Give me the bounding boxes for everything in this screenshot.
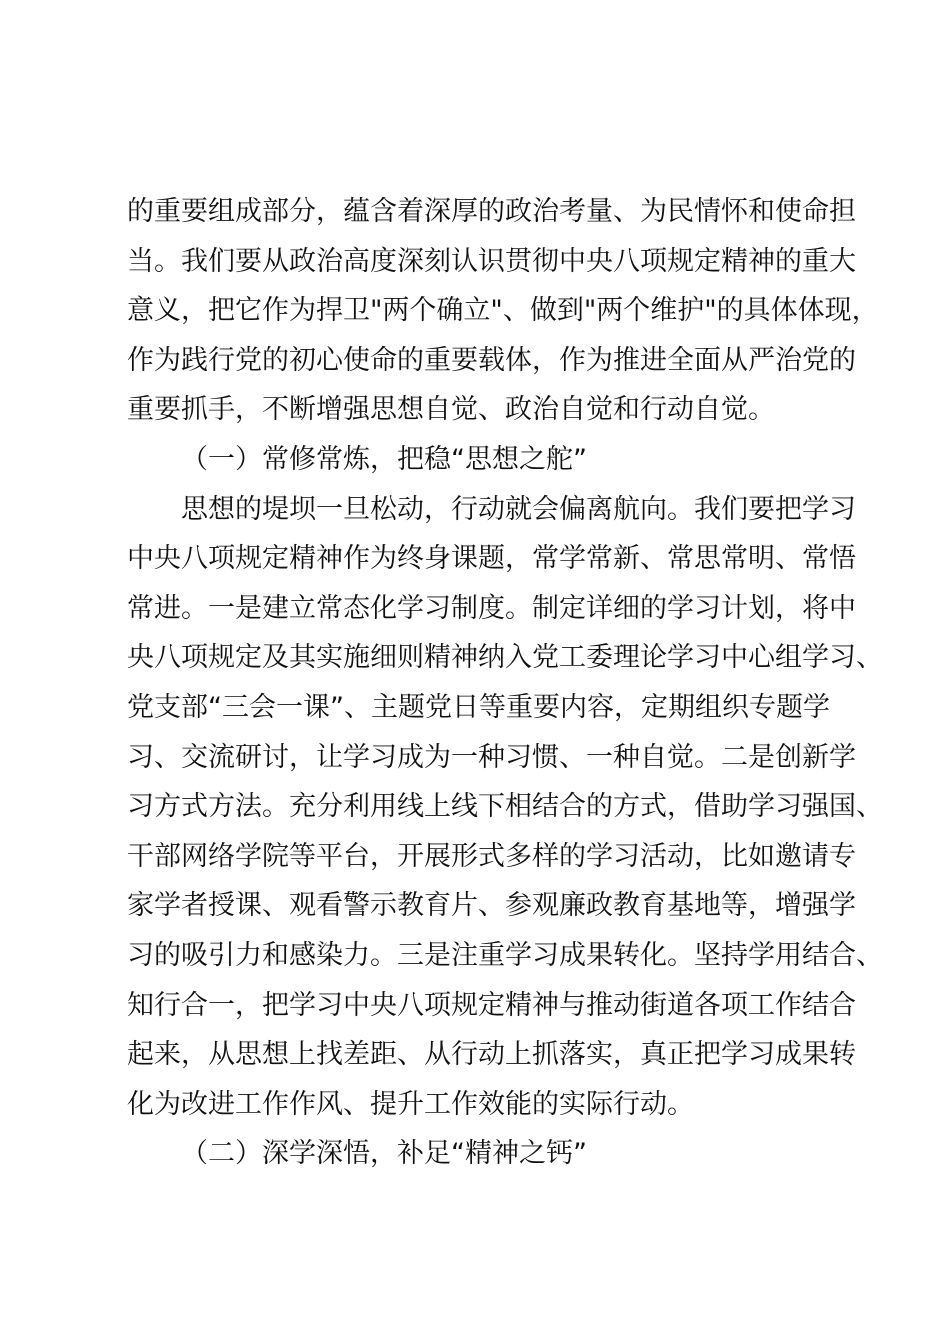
paragraph-line: 的重要组成部分，蕴含着深厚的政治考量、为民情怀和使命担	[127, 196, 856, 227]
paragraph-line: 重要抓手，不断增强思想自觉、政治自觉和行动自觉。	[127, 394, 775, 426]
paragraph-line: 习方式方法。充分利用线上线下相结合的方式，借助学习强国、	[127, 791, 883, 823]
paragraph-line: 党支部“三会一课”、主题党日等重要内容，定期组织专题学	[127, 691, 830, 723]
paragraph-line: 化为改进工作作风、提升工作效能的实际行动。	[127, 1088, 694, 1120]
paragraph-line: 当。我们要从政治高度深刻认识贯彻中央八项规定精神的重大	[127, 245, 856, 277]
paragraph-line: 习的吸引力和感染力。三是注重学习成果转化。坚持学用结合、	[127, 939, 883, 971]
section-heading-2: （二）深学深悟，补足“精神之钙”	[181, 1138, 587, 1170]
paragraph-line: 意义，把它作为捍卫"两个确立"、做到"两个维护"的具体体现，	[127, 295, 879, 327]
paragraph-line: 习、交流研讨，让学习成为一种习惯、一种自觉。二是创新学	[127, 741, 856, 773]
document-body	[127, 187, 883, 1179]
paragraph-line: 干部网络学院等平台，开展形式多样的学习活动，比如邀请专	[127, 840, 856, 872]
section-heading-1: （一）常修常炼，把稳“思想之舵”	[181, 443, 587, 475]
paragraph-line: 知行合一，把学习中央八项规定精神与推动街道各项工作结合	[127, 989, 856, 1021]
paragraph-line: 常进。一是建立常态化学习制度。制定详细的学习计划，将中	[127, 592, 856, 624]
paragraph-first-line: 思想的堤坝一旦松动，行动就会偏离航向。我们要把学习	[181, 493, 856, 525]
paragraph-line: 央八项规定及其实施细则精神纳入党工委理论学习中心组学习、	[127, 642, 883, 674]
paragraph-line: 家学者授课、观看警示教育片、参观廉政教育基地等，增强学	[127, 890, 856, 922]
paragraph-line: 作为践行党的初心使命的重要载体，作为推进全面从严治党的	[127, 344, 856, 376]
paragraph-line: 起来，从思想上找差距、从行动上抓落实，真正把学习成果转	[127, 1039, 856, 1071]
paragraph-line: 中央八项规定精神作为终身课题，常学常新、常思常明、常悟	[127, 543, 856, 575]
